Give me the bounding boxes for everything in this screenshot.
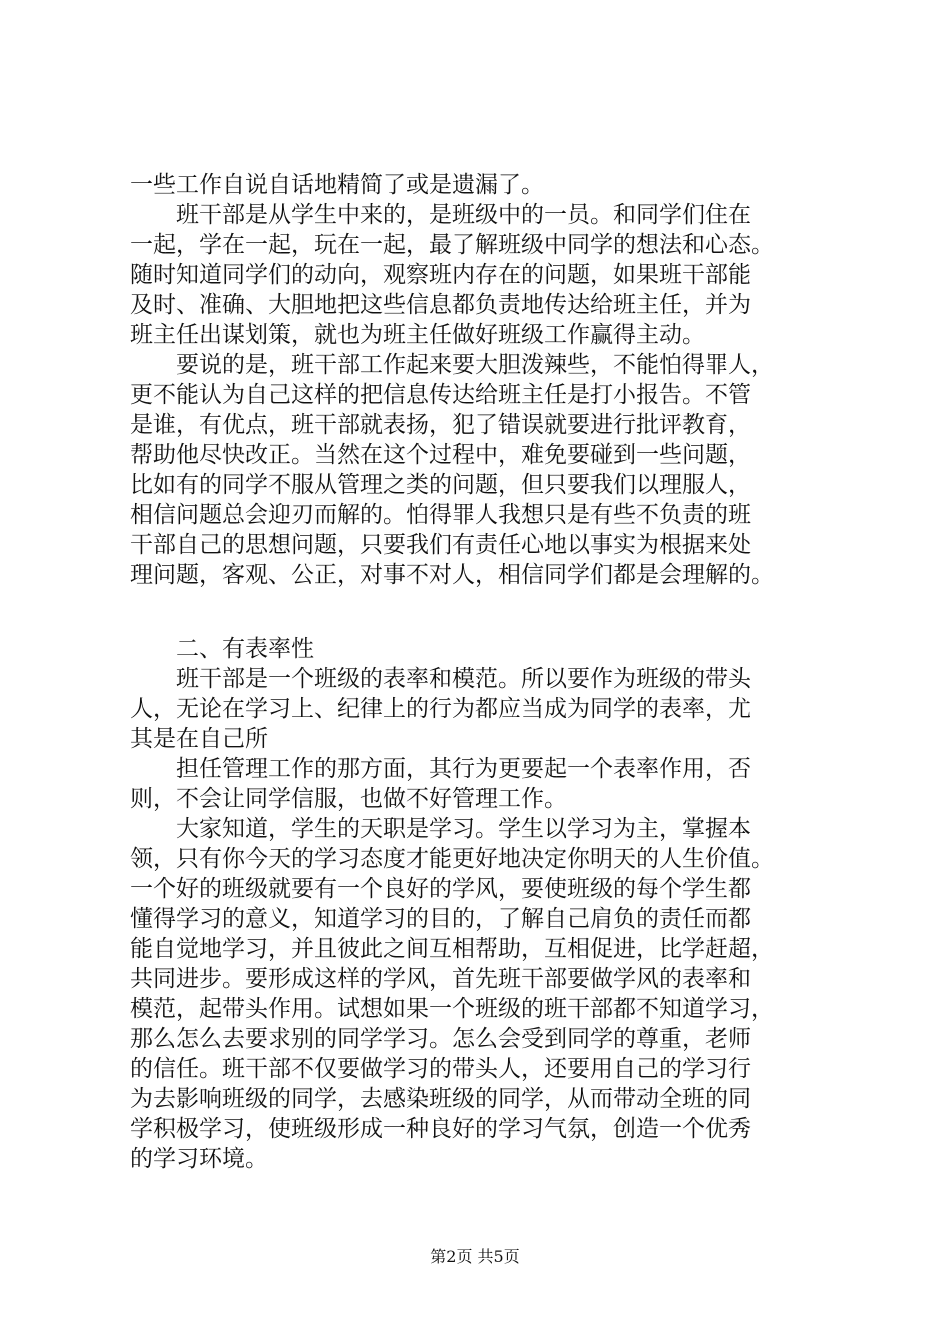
text-line: 则，不会让同学信服，也做不好管理工作。	[130, 786, 567, 812]
text-line: 担任管理工作的那方面，其行为更要起一个表率作用，否	[176, 756, 751, 782]
text-line: 帮助他尽快改正。当然在这个过程中，难免要碰到一些问题，	[130, 442, 751, 468]
text-line: 相信问题总会迎刃而解的。怕得罪人我想只是有些不负责的班	[130, 502, 751, 528]
page-footer: 第2页 共5页	[430, 1247, 520, 1266]
text-line: 学积极学习，使班级形成一种良好的学习气氛，创造一个优秀	[130, 1116, 751, 1142]
text-line: 能自觉地学习，并且彼此之间互相帮助，互相促进，比学赶超，	[130, 936, 774, 962]
text-line: 班干部是一个班级的表率和模范。所以要作为班级的带头	[176, 666, 751, 692]
section-heading: 二、有表率性	[176, 636, 314, 662]
text-line: 为去影响班级的同学，去感染班级的同学，从而带动全班的同	[130, 1086, 751, 1112]
text-line: 是谁，有优点，班干部就表扬，犯了错误就要进行批评教育，	[130, 412, 751, 438]
text-line: 其是在自己所	[130, 726, 268, 752]
text-line: 理问题，客观、公正，对事不对人，相信同学们都是会理解的。	[130, 562, 774, 588]
text-line: 一起，学在一起，玩在一起，最了解班级中同学的想法和心态。	[130, 232, 774, 258]
text-line: 的学习环境。	[130, 1146, 268, 1172]
text-line: 大家知道，学生的天职是学习。学生以学习为主，掌握本	[176, 816, 751, 842]
text-line: 那么怎么去要求别的同学学习。怎么会受到同学的尊重，老师	[130, 1026, 751, 1052]
text-line: 随时知道同学们的动向，观察班内存在的问题，如果班干部能	[130, 262, 751, 288]
text-line: 模范，起带头作用。试想如果一个班级的班干部都不知道学习，	[130, 996, 774, 1022]
text-line: 共同进步。要形成这样的学风，首先班干部要做学风的表率和	[130, 966, 751, 992]
text-line: 一些工作自说自话地精简了或是遗漏了。	[130, 172, 544, 198]
text-line: 人，无论在学习上、纪律上的行为都应当成为同学的表率，尤	[130, 696, 751, 722]
text-line: 要说的是，班干部工作起来要大胆泼辣些，不能怕得罪人，	[176, 352, 774, 378]
text-line: 及时、准确、大胆地把这些信息都负责地传达给班主任，并为	[130, 292, 751, 318]
text-line: 的信任。班干部不仅要做学习的带头人，还要用自己的学习行	[130, 1056, 751, 1082]
text-line: 干部自己的思想问题，只要我们有责任心地以事实为根据来处	[130, 532, 751, 558]
text-line: 一个好的班级就要有一个良好的学风，要使班级的每个学生都	[130, 876, 751, 902]
text-line: 班干部是从学生中来的，是班级中的一员。和同学们住在	[176, 202, 751, 228]
document-body	[130, 170, 830, 1174]
text-line: 懂得学习的意义，知道学习的目的，了解自己肩负的责任而都	[130, 906, 751, 932]
paragraph-gap	[130, 590, 830, 634]
text-line: 更不能认为自己这样的把信息传达给班主任是打小报告。不管	[130, 382, 751, 408]
text-line: 领，只有你今天的学习态度才能更好地决定你明天的人生价值。	[130, 846, 774, 872]
text-line: 比如有的同学不服从管理之类的问题，但只要我们以理服人，	[130, 472, 751, 498]
text-line: 班主任出谋划策，就也为班主任做好班级工作赢得主动。	[130, 322, 705, 348]
